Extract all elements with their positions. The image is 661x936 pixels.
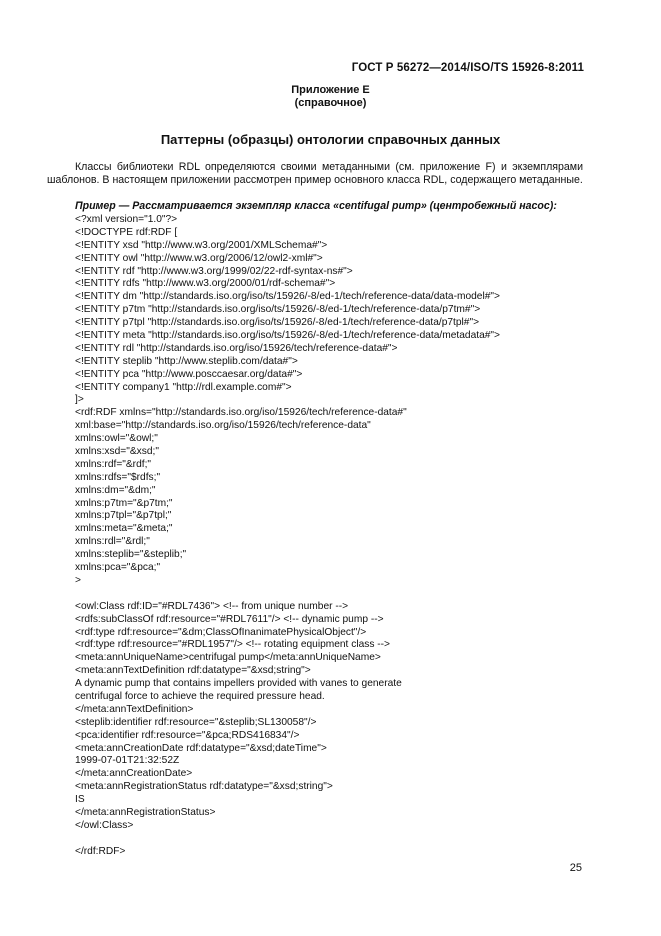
code-line: xmlns:owl="&owl;" xyxy=(75,433,158,445)
code-line: <!ENTITY meta "http://standards.iso.org/iso/ts/15926/-8/ed-1/tech/reference-data/metadata#"> xyxy=(75,330,500,342)
code-line: <!ENTITY steplib "http://www.steplib.com/data#"> xyxy=(75,355,298,367)
code-line: <!ENTITY p7tpl "http://standards.iso.org/iso/ts/15926/-8/ed-1/tech/reference-data/p7tpl#"> xyxy=(75,317,480,329)
code-line: <rdf:RDF xmlns="http://standards.iso.org/iso/15926/tech/reference-data#" xyxy=(75,407,407,419)
code-line: xmlns:p7tpl="&p7tpl;" xyxy=(75,510,172,522)
code-line: <!ENTITY owl "http://www.w3.org/2006/12/owl2-xml#"> xyxy=(75,252,323,264)
code-line: <!ENTITY xsd "http://www.w3.org/2001/XMLSchema#"> xyxy=(75,239,328,251)
code-line: </owl:Class> xyxy=(75,819,134,831)
code-line: </meta:annTextDefinition> xyxy=(75,703,194,715)
code-line: <meta:annCreationDate rdf:datatype="&xsd;dateTime"> xyxy=(75,742,327,754)
code-line: ]> xyxy=(75,394,84,406)
code-line: <?xml version="1.0"?> xyxy=(75,214,178,225)
code-line: <pca:identifier rdf:resource="&pca;RDS416834"/> xyxy=(75,729,300,741)
section-title: Паттерны (образцы) онтологии справочных данных xyxy=(160,132,501,147)
code-line: <!ENTITY company1 "http://rdl.example.com#"> xyxy=(75,381,292,393)
code-line: <owl:Class rdf:ID="#RDL7436"> <!-- from unique number --> xyxy=(75,600,349,612)
standard-header: ГОСТ Р 56272—2014/ISO/TS 15926-8:2011 xyxy=(351,62,584,74)
code-line: <!ENTITY rdfs "http://www.w3.org/2000/01/rdf-schema#"> xyxy=(75,278,336,290)
annex-heading xyxy=(0,84,661,110)
xml-code-block xyxy=(75,214,500,859)
code-line: xmlns:steplib="&steplib;" xyxy=(75,549,187,561)
code-line xyxy=(75,833,500,846)
code-line: <rdfs:subClassOf rdf:resource="#RDL7611"/> <!-- dynamic pump --> xyxy=(75,613,384,625)
code-line: centrifugal force to achieve the required pressure head. xyxy=(75,690,325,702)
code-line: xmlns:dm="&dm;" xyxy=(75,484,156,496)
code-line: xmlns:xsd="&xsd;" xyxy=(75,446,159,458)
code-line: <steplib:identifier rdf:resource="&steplib;SL130058"/> xyxy=(75,716,317,728)
code-line: xmlns:rdl="&rdl;" xyxy=(75,536,150,548)
annex-subtitle: (справочное) xyxy=(294,97,367,109)
annex-title: Приложение Е xyxy=(291,84,370,96)
code-line: <!ENTITY rdf "http://www.w3.org/1999/02/22-rdf-syntax-ns#"> xyxy=(75,265,353,277)
code-line: <rdf:type rdf:resource="#RDL1957"/> <!-- rotating equipment class --> xyxy=(75,639,390,651)
code-line: </rdf:RDF> xyxy=(75,845,126,857)
code-line: xmlns:meta="&meta;" xyxy=(75,523,173,535)
page-number: 25 xyxy=(569,862,582,874)
example-heading: Пример — Рассматривается экземпляр класса «centifugal pump» (центробежный насос): xyxy=(75,200,557,212)
code-line: <!ENTITY rdl "http://standards.iso.org/iso/15926/tech/reference-data#"> xyxy=(75,342,398,354)
code-line: <rdf:type rdf:resource="&dm;ClassOfInanimatePhysicalObject"/> xyxy=(75,626,367,638)
intro-text: Классы библиотеки RDL определяются своими метаданными (см. приложение F) и экземплярами шаблонов. В настоящем приложении рассмотрен пример основного класса RDL, содержащего метаданные. xyxy=(47,161,583,186)
intro-paragraph xyxy=(47,161,583,187)
code-line: A dynamic pump that contains impellers provided with vanes to generate xyxy=(75,678,402,690)
code-line: 1999-07-01T21:32:52Z xyxy=(75,755,180,767)
code-line: xmlns:rdf="&rdf;" xyxy=(75,458,152,470)
code-line: <!ENTITY p7tm "http://standards.iso.org/iso/ts/15926/-8/ed-1/tech/reference-data/p7tm#"> xyxy=(75,304,481,316)
code-line: <meta:annRegistrationStatus rdf:datatype="&xsd;string"> xyxy=(75,781,333,793)
code-line: </meta:annRegistrationStatus> xyxy=(75,806,216,818)
code-line: <meta:annUniqueName>centrifugal pump</meta:annUniqueName> xyxy=(75,652,381,664)
code-line: </meta:annCreationDate> xyxy=(75,768,193,780)
code-line xyxy=(75,588,500,601)
code-line: <meta:annTextDefinition rdf:datatype="&xsd;string"> xyxy=(75,665,311,677)
code-line: <!ENTITY pca "http://www.posccaesar.org/data#"> xyxy=(75,368,303,380)
code-line: <!DOCTYPE rdf:RDF [ xyxy=(75,226,178,238)
code-line: > xyxy=(75,574,81,586)
code-line: <!ENTITY dm "http://standards.iso.org/iso/ts/15926/-8/ed-1/tech/reference-data/data-model#"> xyxy=(75,291,500,303)
code-line: xml:base="http://standards.iso.org/iso/15926/tech/reference-data" xyxy=(75,420,371,432)
code-line: xmlns:p7tm="&p7tm;" xyxy=(75,497,173,509)
code-line: IS xyxy=(75,794,85,806)
code-line: xmlns:rdfs="$rdfs;" xyxy=(75,471,161,483)
code-line: xmlns:pca="&pca;" xyxy=(75,562,161,574)
